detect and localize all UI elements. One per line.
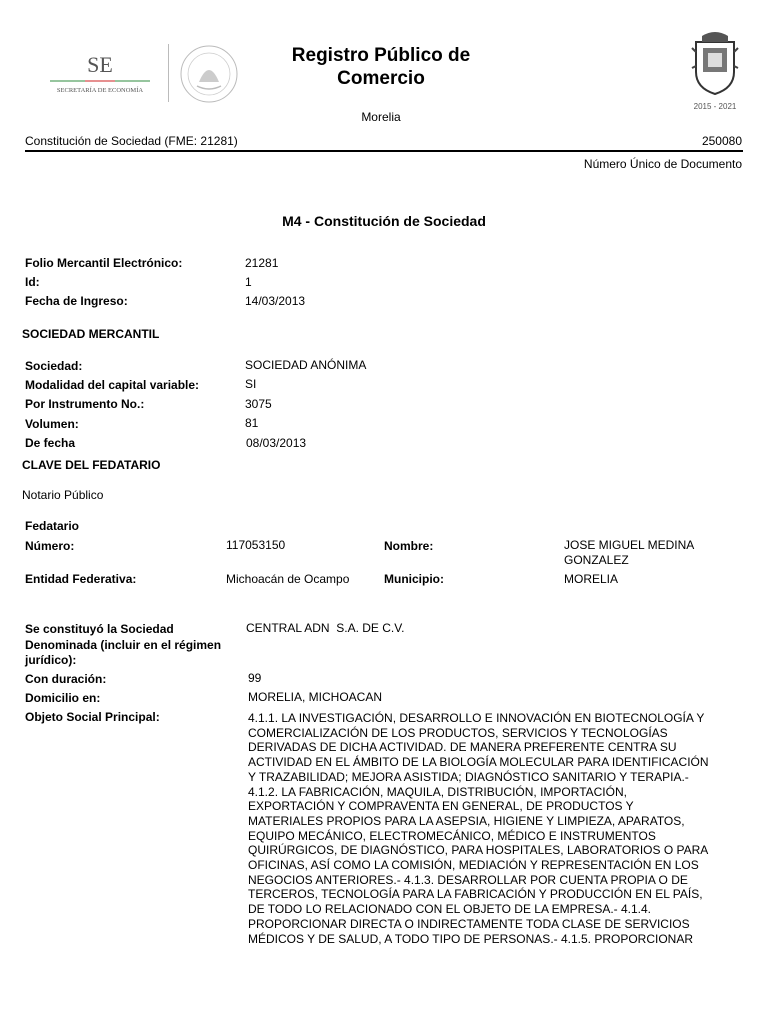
field-value-denominada: CENTRAL ADN S.A. DE C.V.: [246, 621, 405, 635]
objeto-line: PROPORCIONAR DIRECTA O INDIRECTAMENTE TODA CLASE DE SERVICIOS: [248, 916, 690, 931]
field-label-municipio: Municipio:: [384, 572, 444, 586]
objeto-line: QUIRÚRGICOS, DE DIAGNÓSTICO, PARA HOSPITALES, LABORATORIOS O PARA: [248, 843, 709, 858]
section-heading-sociedad: SOCIEDAD MERCANTIL: [22, 327, 160, 341]
field-value-modalidad: SI: [245, 377, 257, 391]
national-seal-icon: [179, 44, 239, 104]
section-heading-fedatario: Fedatario: [25, 519, 80, 533]
document-number: 250080: [701, 134, 742, 148]
objeto-line: Y TRAZABILIDAD; MEJORA ASISTIDA; DIAGNÓSTICO SANITARIO Y TERAPIA.-: [248, 769, 689, 784]
state-years: 2015 - 2021: [693, 102, 737, 111]
agency-initials: SE: [87, 52, 113, 77]
field-value-domicilio: MORELIA, MICHOACAN: [248, 690, 383, 704]
document-type: Constitución de Sociedad (FME: 21281): [25, 134, 238, 148]
field-value-nombre: [564, 538, 694, 568]
field-label-id: Id:: [25, 275, 40, 289]
page-title: [250, 44, 512, 90]
field-label-de-fecha: De fecha: [25, 436, 76, 450]
objeto-line: 4.1.2. LA FABRICACIÓN, MAQUILA, DISTRIBUCIÓN, IMPORTACIÓN,: [248, 784, 627, 799]
field-label-sociedad: Sociedad:: [25, 359, 83, 373]
denominada-label-line-2: Denominada (incluir en el régimen: [25, 637, 222, 652]
field-label-numero: Número:: [25, 539, 75, 553]
field-label-domicilio: Domicilio en:: [25, 691, 101, 705]
denominada-label-line-3: jurídico):: [25, 653, 77, 667]
field-value-instrumento: 3075: [245, 397, 272, 411]
field-label-instrumento: Por Instrumento No.:: [25, 397, 145, 411]
field-label-volumen: Volumen:: [25, 417, 79, 431]
logo-divider: [168, 44, 169, 102]
objeto-line: EXPORTACIÓN Y COMPRAVENTA EN GENERAL, DE PRODUCTOS Y: [248, 799, 634, 814]
agency-name: SECRETARÍA DE ECONOMÍA: [56, 87, 144, 94]
clave-value: Notario Público: [22, 488, 104, 502]
field-label-entidad: Entidad Federativa:: [25, 572, 137, 586]
field-value-numero: 117053150: [226, 538, 286, 552]
city: Morelia: [361, 110, 401, 124]
objeto-line: DERIVADAS DE DICHA ACTIVIDAD. DE MANERA PREFERENTE CENTRA SU: [248, 740, 677, 755]
objeto-line: DE TODO LO RELACIONADO CON EL OBJETO DE LA EMPRESA.- 4.1.4.: [248, 902, 652, 917]
form-title: M4 - Constitución de Sociedad: [282, 213, 486, 229]
objeto-line: MÉDICOS Y DE SALUD, A TODO TIPO DE PERSONAS.- 4.1.5. PROPORCIONAR: [248, 931, 694, 946]
document-number-label: Número Único de Documento: [583, 157, 742, 171]
objeto-line: ACTIVIDAD EN EL ÁMBITO DE LA BIOLOGÍA MOLECULAR PARA IDENTIFICACIÓN: [248, 755, 709, 770]
state-shield-icon: [688, 28, 742, 98]
objeto-line: NEGOCIOS ANTERIORES.- 4.1.3. DESARROLLAR POR CUENTA PROPIA O DE: [248, 872, 688, 887]
field-value-duracion: 99: [248, 671, 262, 685]
secretaria-economia-logo: [45, 50, 155, 100]
title-line-2: Comercio: [337, 68, 425, 89]
field-value-folio: 21281: [245, 256, 279, 270]
field-value-id: 1: [245, 275, 252, 289]
field-label-modalidad: Modalidad del capital variable:: [25, 378, 200, 392]
title-line-1: Registro Público de: [291, 45, 471, 66]
objeto-line: OFICINAS, ASÍ COMO LA COMISIÓN, MEDIACIÓN Y REPRESENTACIÓN EN LOS: [248, 858, 699, 873]
field-value-de-fecha: 08/03/2013: [246, 436, 307, 450]
objeto-line: EQUIPO MECÁNICO, ELECTROMECÁNICO, MÉDICO E INSTRUMENTOS: [248, 828, 656, 843]
objeto-line: COMERCIALIZACIÓN DE LOS PRODUCTOS, SERVICIOS Y TECNOLOGÍAS: [248, 725, 668, 740]
field-label-folio: Folio Mercantil Electrónico:: [25, 256, 183, 270]
nombre-line-1: JOSE MIGUEL MEDINA: [564, 538, 695, 552]
field-value-volumen: 81: [245, 416, 259, 430]
objeto-line: MATERIALES PROPIOS PARA LA ASEPSIA, HIGIENE Y LIMPIEZA, APARATOS,: [248, 813, 685, 828]
field-label-duracion: Con duración:: [25, 672, 107, 686]
nombre-line-2: GONZALEZ: [564, 553, 629, 567]
field-label-denominada: [25, 622, 240, 669]
field-label-fecha-ingreso: Fecha de Ingreso:: [25, 294, 128, 308]
field-label-nombre: Nombre:: [384, 539, 434, 553]
field-value-fecha-ingreso: 14/03/2013: [245, 294, 306, 308]
objeto-line: TERCEROS, TECNOLOGÍA PARA LA FABRICACIÓN Y PRODUCCIÓN EN EL PAÍS,: [248, 887, 703, 902]
header-rule: [25, 150, 743, 152]
field-value-municipio: MORELIA: [564, 572, 619, 586]
field-value-entidad: Michoacán de Ocampo: [226, 572, 350, 586]
field-value-objeto: [248, 711, 746, 946]
section-heading-clave: CLAVE DEL FEDATARIO: [22, 458, 161, 472]
objeto-line: 4.1.1. LA INVESTIGACIÓN, DESARROLLO E INNOVACIÓN EN BIOTECNOLOGÍA Y: [248, 711, 705, 725]
field-value-sociedad: SOCIEDAD ANÓNIMA: [245, 358, 367, 372]
field-label-objeto: Objeto Social Principal:: [25, 710, 160, 724]
denominada-label-line-1: Se constituyó la Sociedad: [25, 622, 174, 636]
